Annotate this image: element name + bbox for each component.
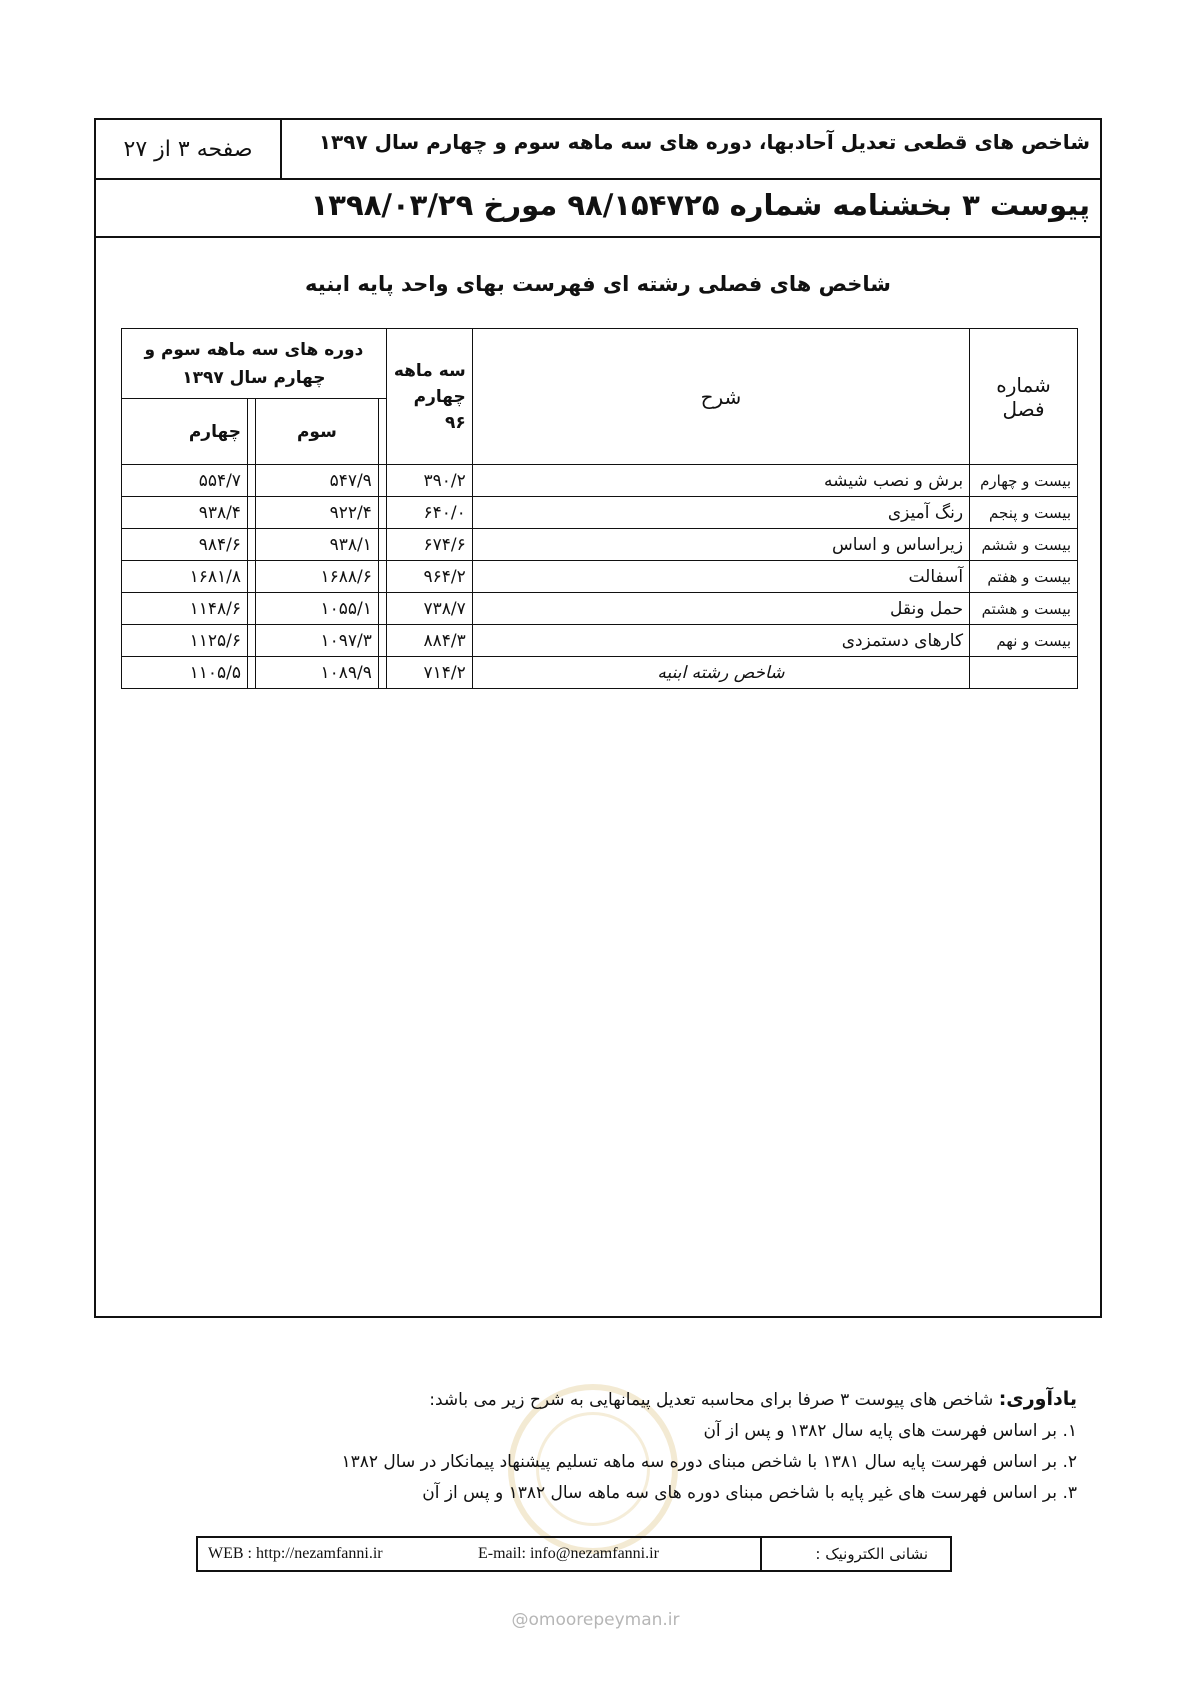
spacer-cell <box>378 399 386 465</box>
chapter-cell: بیست و نهم <box>970 625 1078 657</box>
table-row <box>122 497 1078 529</box>
q4-96-cell: ۹۶۴/۲ <box>386 561 472 593</box>
total-description-cell: شاخص رشته ابنیه <box>472 657 969 689</box>
description-cell: آسفالت <box>472 561 969 593</box>
appendix-title: پیوست ۳ بخشنامه شماره ۹۸/۱۵۴۷۲۵ مورخ ۱۳۹۸/۰۳/۲۹ <box>310 188 1090 222</box>
spacer-cell <box>247 625 255 657</box>
index-table <box>121 328 1078 689</box>
fourth-cell: ۵۵۴/۷ <box>122 465 248 497</box>
third-cell: ۹۲۲/۴ <box>255 497 378 529</box>
document-frame <box>94 118 1102 1318</box>
contact-box <box>196 1536 952 1572</box>
total-third-cell: ۱۰۸۹/۹ <box>255 657 378 689</box>
header-third: سوم <box>255 399 378 465</box>
email-link[interactable]: E-mail: info@nezamfanni.ir <box>478 1545 659 1562</box>
q4-96-cell: ۶۴۰/۰ <box>386 497 472 529</box>
third-cell: ۱۶۸۸/۶ <box>255 561 378 593</box>
table-row <box>122 593 1078 625</box>
spacer-cell <box>378 593 386 625</box>
spacer-cell <box>378 561 386 593</box>
table-title: شاخص های فصلی رشته ای فهرست بهای واحد پایه ابنیه <box>305 272 891 296</box>
chapter-cell: بیست و هشتم <box>970 593 1078 625</box>
q4-96-cell: ۸۸۴/۳ <box>386 625 472 657</box>
notes-item: ۳. بر اساس فهرست های غیر پایه با شاخص مبنای دوره های سه ماهه سال ۱۳۸۲ و پس از آن <box>422 1483 1077 1503</box>
total-row <box>122 657 1078 689</box>
fourth-cell: ۱۱۴۸/۶ <box>122 593 248 625</box>
notes-label: یادآوری: <box>998 1388 1077 1410</box>
spacer-cell <box>247 657 255 689</box>
spacer-cell <box>247 561 255 593</box>
notes-section <box>97 1384 1077 1509</box>
description-cell: حمل ونقل <box>472 593 969 625</box>
fourth-cell: ۱۱۲۵/۶ <box>122 625 248 657</box>
website-link[interactable]: WEB : http://nezamfanni.ir <box>208 1545 383 1562</box>
header-fourth: چهارم <box>122 399 248 465</box>
description-cell: زیراساس و اساس <box>472 529 969 561</box>
spacer-cell <box>247 497 255 529</box>
chapter-cell: بیست و ششم <box>970 529 1078 561</box>
chapter-cell: بیست و پنجم <box>970 497 1078 529</box>
notes-item: ۲. بر اساس فهرست پایه سال ۱۳۸۱ با شاخص مبنای دوره سه ماهه تسلیم پیشنهاد پیمانکار در سال ۱۳۸۲ <box>341 1452 1077 1472</box>
table-row <box>122 465 1078 497</box>
notes-item: ۱. بر اساس فهرست های پایه سال ۱۳۸۲ و پس از آن <box>703 1421 1077 1441</box>
third-cell: ۹۳۸/۱ <box>255 529 378 561</box>
table-row <box>122 625 1078 657</box>
notes-intro: شاخص های پیوست ۳ صرفا برای محاسبه تعدیل پیمانهایی به شرح زیر می باشد: <box>429 1390 994 1410</box>
watermark-text: @omoorepeyman.ir <box>511 1610 680 1630</box>
header-description: شرح <box>472 329 969 465</box>
third-cell: ۱۰۹۷/۳ <box>255 625 378 657</box>
table-row <box>122 529 1078 561</box>
description-cell: کارهای دستمزدی <box>472 625 969 657</box>
fourth-cell: ۹۳۸/۴ <box>122 497 248 529</box>
spacer-cell <box>378 497 386 529</box>
chapter-cell: بیست و چهارم <box>970 465 1078 497</box>
spacer-cell <box>247 465 255 497</box>
spacer-cell <box>247 593 255 625</box>
header-chapter-no: شماره فصل <box>970 329 1078 465</box>
description-cell: رنگ آمیزی <box>472 497 969 529</box>
spacer-cell <box>378 657 386 689</box>
fourth-cell: ۱۶۸۱/۸ <box>122 561 248 593</box>
spacer-cell <box>378 465 386 497</box>
total-q4-96-cell: ۷۱۴/۲ <box>386 657 472 689</box>
empty-cell <box>970 657 1078 689</box>
description-cell: برش و نصب شیشه <box>472 465 969 497</box>
fourth-cell: ۹۸۴/۶ <box>122 529 248 561</box>
q4-96-cell: ۶۷۴/۶ <box>386 529 472 561</box>
header-period-97: دوره های سه ماهه سوم و چهارم سال ۱۳۹۷ <box>122 329 387 399</box>
contact-label: نشانی الکترونیک : <box>760 1538 950 1570</box>
third-cell: ۵۴۷/۹ <box>255 465 378 497</box>
spacer-cell <box>247 529 255 561</box>
spacer-cell <box>247 399 255 465</box>
table-row <box>122 561 1078 593</box>
notes-intro-line <box>97 1384 1077 1416</box>
q4-96-cell: ۷۳۸/۷ <box>386 593 472 625</box>
header-row <box>96 120 1100 180</box>
appendix-row <box>96 180 1100 238</box>
chapter-cell: بیست و هفتم <box>970 561 1078 593</box>
header-q4-96: سه ماهه چهارم ۹۶ <box>386 329 472 465</box>
third-cell: ۱۰۵۵/۱ <box>255 593 378 625</box>
spacer-cell <box>378 529 386 561</box>
spacer-cell <box>378 625 386 657</box>
total-fourth-cell: ۱۱۰۵/۵ <box>122 657 248 689</box>
document-title: شاخص های قطعی تعدیل آحادبها، دوره های سه ماهه سوم و چهارم سال ۱۳۹۷ <box>318 130 1090 154</box>
q4-96-cell: ۳۹۰/۲ <box>386 465 472 497</box>
page-number: صفحه ۳ از ۲۷ <box>96 120 282 178</box>
